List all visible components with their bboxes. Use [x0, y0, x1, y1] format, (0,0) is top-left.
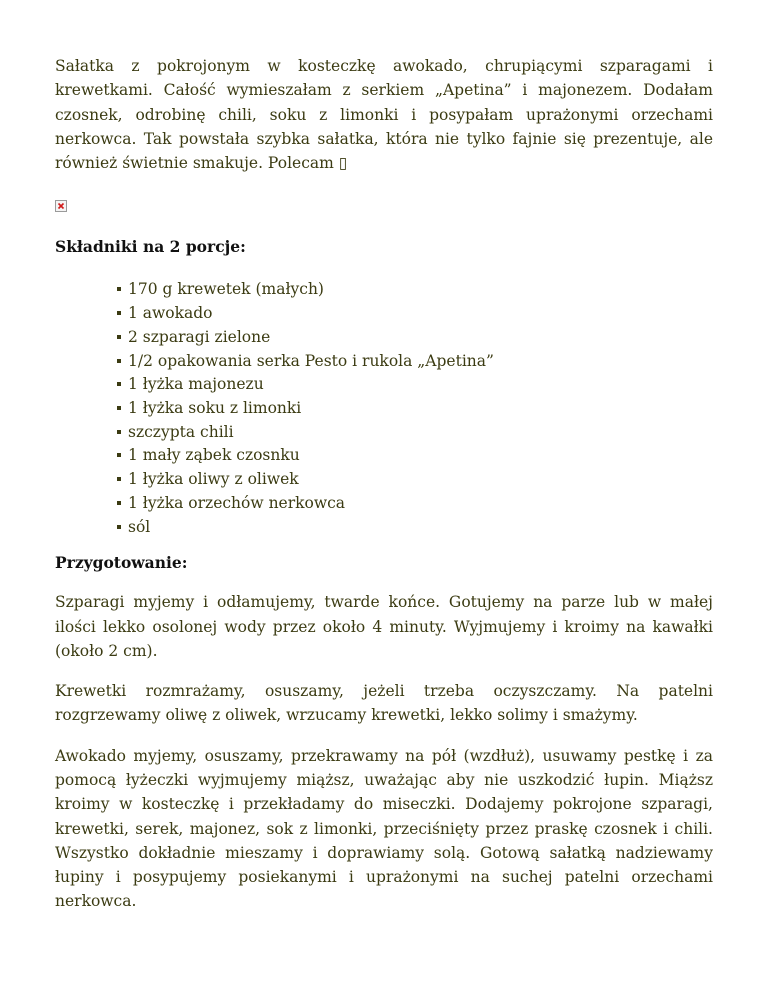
ingredient-text: 2 szparagi zielone: [128, 327, 271, 346]
ingredients-heading: Składniki na 2 porcje:: [55, 237, 246, 257]
bullet-icon: [117, 287, 121, 291]
ingredients-list: [55, 278, 713, 539]
list-item: [117, 326, 713, 350]
preparation-step: Krewetki rozmrażamy, osuszamy, jeżeli trzeba oczyszczamy. Na patelni rozgrzewamy oliwę z oliwek, wrzucamy krewetki, lekko solimy i smażymy.: [55, 682, 713, 725]
bullet-icon: [117, 406, 121, 410]
ingredient-text: sól: [128, 517, 151, 536]
list-item: [117, 302, 713, 326]
bullet-icon: [117, 477, 121, 481]
bullet-icon: [117, 525, 121, 529]
broken-image-x-icon: [57, 202, 65, 210]
preparation-heading: Przygotowanie:: [55, 553, 188, 573]
list-item: [117, 492, 713, 516]
ingredient-text: 1 łyżka soku z limonki: [128, 399, 302, 417]
bullet-icon: [117, 501, 121, 505]
ingredient-text: 1 łyżka orzechów nerkowca: [128, 493, 346, 512]
list-item: [117, 397, 713, 421]
preparation-step: Awokado myjemy, osuszamy, przekrawamy na pół (wzdłuż), usuwamy pestkę i za pomocą łyżeczki wyjmujemy miąższ, uważając aby nie uszkodzić łupin. Miąższ kroimy w kosteczkę i przekładamy do miseczki. Dodajemy pokrojone szparagi, krewetki, serek, majonez, sok z limonki, przeciśnięty przez praskę czosnek i chili. Wszystko dokładnie mieszamy i doprawiamy solą. Gotową sałatką nadziewamy łupiny i posypujemy posiekanymi i uprażonymi na suchej patelni orzechami nerkowca.: [55, 746, 713, 911]
bullet-icon: [117, 382, 121, 386]
ingredient-text: szczypta chili: [128, 422, 234, 441]
bullet-icon: [117, 453, 121, 457]
list-item: [117, 444, 713, 468]
broken-image-icon[interactable]: [55, 200, 67, 212]
bullet-icon: [117, 359, 121, 363]
list-item: [117, 516, 713, 540]
ingredient-text: 1 łyżka majonezu: [128, 375, 264, 394]
intro-paragraph: Sałatka z pokrojonym w kosteczkę awokado, chrupiącymi szparagami i krewetkami. Całość wymieszałam z serkiem „Apetina” i majonezem. Dodałam czosnek, odrobinę chili, soku z limonki i posypałam uprażonymi orzechami nerkowca. Tak powstała szybka sałatka, która nie tylko fajnie się prezentuje, ale również świetnie smakuje. Polecam ▯: [55, 57, 713, 173]
bullet-icon: [117, 430, 121, 434]
list-item: [117, 278, 713, 302]
list-item: [117, 373, 713, 397]
list-item: [117, 350, 713, 374]
preparation-step: Szparagi myjemy i odłamujemy, twarde końce. Gotujemy na parze lub w małej ilości lekko osolonej wody przez około 4 minuty. Wyjmujemy i kroimy na kawałki (około 2 cm).: [55, 593, 713, 660]
ingredient-text: 1 mały ząbek czosnku: [128, 446, 300, 465]
ingredient-text: 170 g krewetek (małych): [128, 280, 324, 299]
list-item: [117, 421, 713, 445]
list-item: [117, 468, 713, 492]
ingredient-text: 1 awokado: [128, 304, 213, 323]
ingredient-text: 1 łyżka oliwy z oliwek: [128, 470, 299, 489]
bullet-icon: [117, 311, 121, 315]
ingredient-text: 1/2 opakowania serka Pesto i rukola „Apetina”: [128, 351, 494, 370]
bullet-icon: [117, 335, 121, 339]
